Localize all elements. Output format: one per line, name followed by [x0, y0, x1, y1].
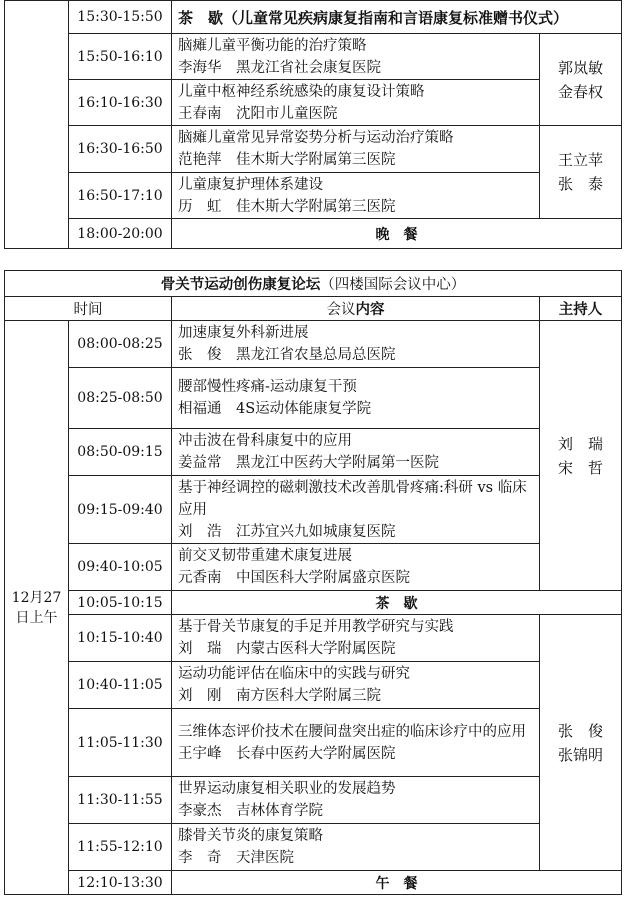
header-content-bold: 内容: [355, 301, 385, 318]
session-topic: 运动功能评估在临床中的实践与研究: [178, 666, 410, 682]
table-row: [5, 173, 622, 219]
session-speaker: 李豪杰 吉林体育学院: [178, 803, 323, 819]
time-cell: 18:00-20:00: [69, 219, 172, 249]
session-cell: [172, 126, 540, 173]
date-line: 日上午: [15, 609, 58, 626]
session-speaker: 刘 瑞 内蒙古医科大学附属医院: [178, 641, 396, 657]
date-cell: [5, 321, 69, 895]
forum-title-row: [5, 271, 622, 297]
session-speaker: 王宇峰 长春中医药大学附属医院: [178, 745, 396, 762]
host-cell: [540, 34, 622, 126]
table-row: [5, 544, 622, 591]
session-cell: [172, 173, 540, 219]
table-row: [5, 321, 622, 368]
time-cell: 15:50-16:10: [69, 34, 172, 80]
session-speaker: 王春南 沈阳市儿童医院: [178, 105, 338, 122]
time-cell: 10:15-10:40: [69, 615, 172, 662]
session-speaker: 历 虹 佳木斯大学附属第三医院: [178, 198, 396, 215]
time-cell: 10:05-10:15: [69, 591, 172, 615]
session-topic: 儿童康复护理体系建设: [178, 176, 323, 193]
table-row: [5, 80, 622, 126]
host-name: 王立苹: [558, 151, 604, 169]
host-name: 张锦明: [557, 745, 603, 764]
session-cell: [172, 824, 540, 871]
header-time: 时间: [5, 297, 172, 321]
time-cell: 16:10-16:30: [69, 80, 172, 126]
table-row: [5, 368, 622, 429]
session-cell: [172, 709, 540, 777]
session-speaker: 姜益常 黑龙江中医药大学附属第一医院: [178, 455, 439, 471]
session-topic: 基于骨关节康复的手足并用教学研究与实践: [178, 619, 454, 635]
header-host: 主持人: [540, 297, 622, 321]
time-cell: 16:30-16:50: [69, 126, 172, 173]
session-topic: 基于神经调控的磁刺激技术改善肌骨疼痛:科研 vs 临床应用: [178, 479, 527, 518]
lunch-cell: 午 餐: [172, 871, 622, 895]
time-cell: 10:40-11:05: [69, 662, 172, 709]
table-row: [5, 824, 622, 871]
session-cell: [172, 34, 540, 80]
tea-break-cell: 茶 歇: [172, 591, 622, 615]
host-cell: [540, 126, 622, 219]
session-speaker: 刘 刚 南方医科大学附属三院: [178, 688, 381, 704]
tea-break-ceremony: 茶 歇（儿童常见疾病康复指南和言语康复标准赠书仪式）: [172, 1, 622, 34]
session-topic: 冲击波在骨科康复中的应用: [178, 433, 352, 449]
session-topic: 腰部慢性疼痛-运动康复干预: [178, 379, 357, 395]
table-row: [5, 219, 622, 249]
host-name: 张 俊: [557, 721, 603, 740]
session-topic: 前交叉韧带重建术康复进展: [178, 548, 352, 564]
session-cell: [172, 368, 540, 429]
session-cell: [172, 662, 540, 709]
time-cell: 09:40-10:05: [69, 544, 172, 591]
session-topic: 脑瘫儿童平衡功能的治疗策略: [178, 37, 367, 54]
session-speaker: 刘 浩 江苏宜兴九如城康复医院: [178, 523, 396, 540]
session-speaker: 张 俊 黑龙江省农垦总局总医院: [178, 347, 396, 363]
table-row: [5, 126, 622, 173]
forum-title-cell: [5, 271, 622, 297]
time-cell: 12:10-13:30: [69, 871, 172, 895]
session-cell: [172, 80, 540, 126]
session-speaker: 李海华 黑龙江省社会康复医院: [178, 59, 381, 76]
time-cell: 08:50-09:15: [69, 429, 172, 476]
session-cell: [172, 429, 540, 476]
session-speaker: 范艳萍 佳木斯大学附属第三医院: [178, 152, 396, 168]
schedule-table-orthopedic: [4, 270, 622, 895]
table-row: [5, 1, 622, 34]
session-topic: 三维体态评价技术在腰间盘突出症的临床诊疗中的应用: [178, 723, 526, 740]
table-row: [5, 615, 622, 662]
table-row: [5, 591, 622, 615]
date-cell-empty: [5, 1, 69, 249]
host-cell: [540, 321, 622, 591]
host-name: 金春权: [558, 82, 604, 101]
table-row: [5, 709, 622, 777]
session-topic: 儿童中枢神经系统感染的康复设计策略: [178, 83, 425, 100]
table-row: [5, 34, 622, 80]
time-cell: 11:55-12:10: [69, 824, 172, 871]
table-row: [5, 476, 622, 544]
host-name: 刘 瑞: [557, 434, 603, 453]
session-cell: [172, 476, 540, 544]
session-speaker: 元香南 中国医科大学附属盛京医院: [178, 570, 410, 586]
session-speaker: 相福通 4S运动体能康复学院: [178, 401, 372, 417]
host-cell: [540, 615, 622, 871]
header-row: [5, 297, 622, 321]
time-cell: 08:25-08:50: [69, 368, 172, 429]
dinner-cell: 晚 餐: [172, 219, 622, 249]
time-cell: 11:05-11:30: [69, 709, 172, 777]
session-cell: [172, 321, 540, 368]
session-cell: [172, 544, 540, 591]
forum-title: 骨关节运动创伤康复论坛: [160, 276, 321, 293]
host-name: 宋 哲: [557, 458, 603, 477]
session-topic: 加速康复外科新进展: [178, 325, 309, 341]
forum-venue: （四楼国际会议中心）: [320, 277, 466, 293]
session-topic: 脑瘫儿童常见异常姿势分析与运动治疗策略: [178, 130, 454, 146]
schedule-table-pediatric: [4, 0, 622, 249]
session-topic: 膝骨关节炎的康复策略: [178, 828, 323, 844]
time-cell: 09:15-09:40: [69, 476, 172, 544]
host-name: 张 泰: [558, 175, 604, 193]
table-row: [5, 662, 622, 709]
session-cell: [172, 777, 540, 824]
host-name: 郭岚敏: [558, 58, 604, 77]
time-cell: 15:30-15:50: [69, 1, 172, 34]
time-cell: 11:30-11:55: [69, 777, 172, 824]
session-topic: 世界运动康复相关职业的发展趋势: [178, 781, 396, 797]
date-line: 12月27: [11, 589, 62, 606]
time-cell: 16:50-17:10: [69, 173, 172, 219]
table-row: [5, 777, 622, 824]
session-cell: [172, 615, 540, 662]
header-content-prefix: 会议: [326, 302, 356, 318]
session-speaker: 李 奇 天津医院: [178, 850, 294, 866]
table-row: [5, 871, 622, 895]
header-content: [172, 297, 540, 321]
time-cell: 08:00-08:25: [69, 321, 172, 368]
table-row: [5, 429, 622, 476]
